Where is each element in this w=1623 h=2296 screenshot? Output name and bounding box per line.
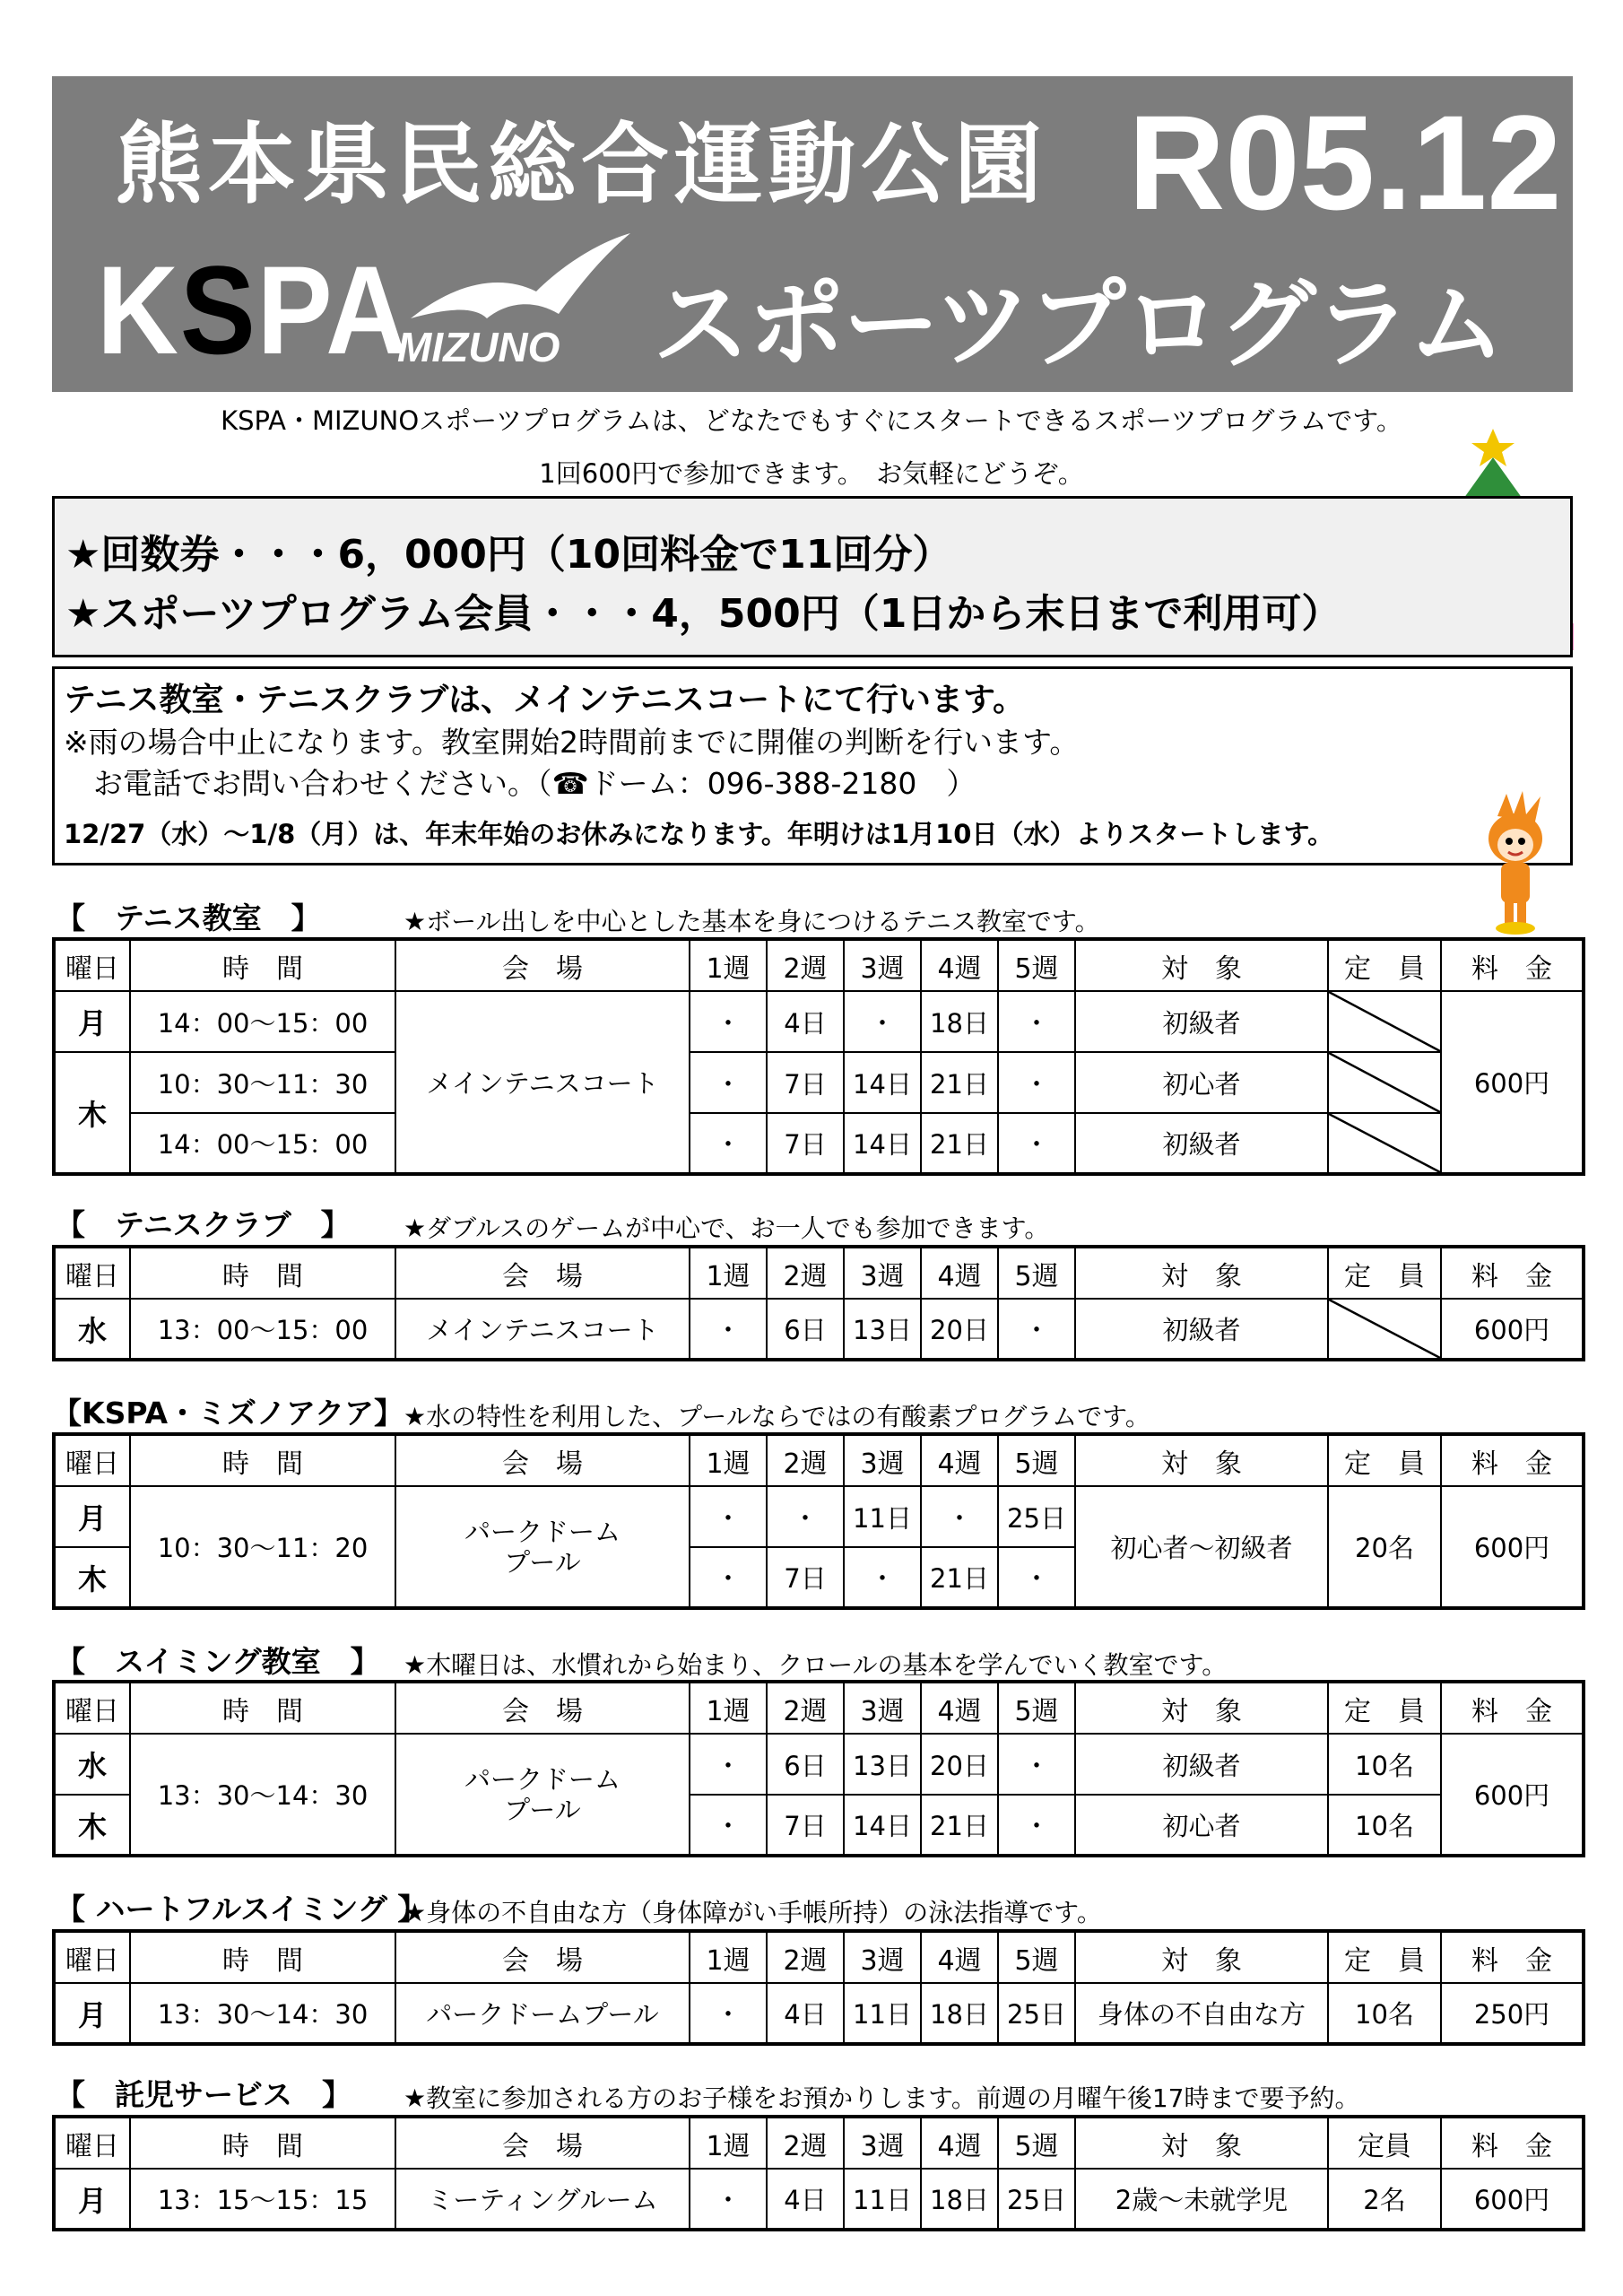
fee-cell: 600円 (1441, 1734, 1584, 1856)
week3-cell: 11日 (844, 2169, 921, 2230)
week2-cell: 7日 (767, 1113, 844, 1174)
week4-cell: 18日 (921, 991, 998, 1052)
header-fee: 料 金 (1441, 1931, 1584, 1983)
header-week1: 1週 (690, 1682, 767, 1734)
childcare-title: 【 託児サービス 】 (56, 2077, 352, 2112)
table-row (54, 1983, 1584, 2044)
header-week4: 4週 (921, 1682, 998, 1734)
park-title: 熊本県民総合運動公園 (115, 114, 1048, 216)
week5-cell: 25日 (998, 1486, 1075, 1547)
header-week3: 3週 (844, 2117, 921, 2169)
header-week3: 3週 (844, 1682, 921, 1734)
header-day: 曜日 (54, 2117, 130, 2169)
week1-cell: ・ (690, 1795, 767, 1856)
header-venue: 会 場 (395, 2117, 690, 2169)
time-cell: 14：00～15：00 (130, 991, 395, 1052)
week3-cell: ・ (844, 991, 921, 1052)
week4-cell: 18日 (921, 1983, 998, 2044)
day-cell: 木 (54, 1052, 130, 1174)
week4-cell: 21日 (921, 1547, 998, 1608)
mascot-character-icon (1471, 789, 1560, 937)
header-time: 時 間 (130, 1434, 395, 1486)
tennis-lesson-desc: ★ボール出しを中心とした基本を身につけるテニス教室です。 (404, 907, 1100, 936)
week1-cell: ・ (690, 1547, 767, 1608)
header-venue: 会 場 (395, 939, 690, 991)
header-day: 曜日 (54, 939, 130, 991)
header-venue: 会 場 (395, 1931, 690, 1983)
target-cell: 初級者 (1075, 1734, 1328, 1795)
week5-cell: ・ (998, 991, 1075, 1052)
target-cell: 初級者 (1075, 1299, 1328, 1360)
day-cell: 木 (54, 1547, 130, 1608)
header-week5: 5週 (998, 939, 1075, 991)
swim-lesson-title: 【 スイミング教室 】 (56, 1644, 380, 1679)
week4-cell: 21日 (921, 1052, 998, 1113)
header-week1: 1週 (690, 939, 767, 991)
header-week2: 2週 (767, 1931, 844, 1983)
capacity-cell: 20名 (1328, 1486, 1441, 1608)
day-cell: 月 (54, 2169, 130, 2230)
aqua-desc: ★水の特性を利用した、プールならではの有酸素プログラムです。 (404, 1402, 1150, 1431)
header-time: 時 間 (130, 1682, 395, 1734)
aqua-title: 【KSPA・ミズノアクア】 (52, 1396, 404, 1431)
header-week2: 2週 (767, 939, 844, 991)
table-row (54, 1052, 1584, 1113)
header-week5: 5週 (998, 2117, 1075, 2169)
header-week1: 1週 (690, 1247, 767, 1299)
week5-cell: ・ (998, 1547, 1075, 1608)
header-week4: 4週 (921, 939, 998, 991)
header-week2: 2週 (767, 1434, 844, 1486)
week4-cell: 20日 (921, 1734, 998, 1795)
week4-cell: ・ (921, 1486, 998, 1547)
week1-cell: ・ (690, 1983, 767, 2044)
price-box (52, 496, 1573, 657)
childcare-table (52, 2115, 1585, 2231)
week3-cell: 11日 (844, 1983, 921, 2044)
capacity-none-slash (1328, 991, 1441, 1052)
week2-cell: 4日 (767, 2169, 844, 2230)
fee-cell: 600円 (1441, 1486, 1584, 1608)
fee-cell: 250円 (1441, 1983, 1584, 2044)
header-week4: 4週 (921, 1247, 998, 1299)
header-week5: 5週 (998, 1247, 1075, 1299)
venue-cell: パークドーム プール (395, 1734, 690, 1856)
week1-cell: ・ (690, 1734, 767, 1795)
header-time: 時 間 (130, 1931, 395, 1983)
fee-cell: 600円 (1441, 1299, 1584, 1360)
target-cell: 初級者 (1075, 991, 1328, 1052)
target-cell: 2歳～未就学児 (1075, 2169, 1328, 2230)
week3-cell: 14日 (844, 1795, 921, 1856)
venue-cell: メインテニスコート (395, 1299, 690, 1360)
week5-cell: ・ (998, 1113, 1075, 1174)
day-cell: 木 (54, 1795, 130, 1856)
week5-cell: ・ (998, 1052, 1075, 1113)
week2-cell: 7日 (767, 1795, 844, 1856)
time-cell: 13：30～14：30 (130, 1983, 395, 2044)
table-row (54, 1734, 1584, 1795)
week5-cell: ・ (998, 1734, 1075, 1795)
week4-cell: 20日 (921, 1299, 998, 1360)
table-row (54, 1299, 1584, 1360)
week4-cell: 18日 (921, 2169, 998, 2230)
week1-cell: ・ (690, 1052, 767, 1113)
week4-cell: 21日 (921, 1113, 998, 1174)
week3-cell: 11日 (844, 1486, 921, 1547)
header-week1: 1週 (690, 1434, 767, 1486)
header-fee: 料 金 (1441, 2117, 1584, 2169)
week1-cell: ・ (690, 2169, 767, 2230)
header-week3: 3週 (844, 939, 921, 991)
table-row (54, 991, 1584, 1052)
header-week3: 3週 (844, 1931, 921, 1983)
week2-cell: ・ (767, 1486, 844, 1547)
capacity-cell: 10名 (1328, 1795, 1441, 1856)
header-target: 対 象 (1075, 1247, 1328, 1299)
header-week4: 4週 (921, 1434, 998, 1486)
intro-line-1: KSPA・MIZUNOスポーツプログラムは、どなたでもすぐにスタートできるスポーツプログラムです。 (221, 405, 1402, 436)
header-target: 対 象 (1075, 2117, 1328, 2169)
program-title: スポーツプログラム (653, 269, 1504, 381)
time-cell: 10：30～11：30 (130, 1052, 395, 1113)
target-cell: 初心者 (1075, 1052, 1328, 1113)
mizuno-wordmark: MIZUNO (397, 324, 560, 370)
table-row (54, 2169, 1584, 2230)
week3-cell: 14日 (844, 1113, 921, 1174)
week3-cell: 13日 (844, 1734, 921, 1795)
week1-cell: ・ (690, 991, 767, 1052)
header-week5: 5週 (998, 1682, 1075, 1734)
header-time: 時 間 (130, 1247, 395, 1299)
header-week5: 5週 (998, 1931, 1075, 1983)
venue-cell: パークドーム プール (395, 1486, 690, 1608)
header-time: 時 間 (130, 939, 395, 991)
day-cell: 月 (54, 1983, 130, 2044)
intro-line-2: 1回600円で参加できます。 お気軽にどうぞ。 (539, 458, 1084, 489)
tennis-club-title: 【 テニスクラブ 】 (56, 1207, 351, 1242)
week5-cell: 25日 (998, 1983, 1075, 2044)
day-cell: 月 (54, 991, 130, 1052)
fee-cell: 600円 (1441, 991, 1584, 1174)
day-cell: 水 (54, 1734, 130, 1795)
header-week3: 3週 (844, 1247, 921, 1299)
header-day: 曜日 (54, 1682, 130, 1734)
tennis-venue-note: テニス教室・テニスクラブは、メインテニスコートにて行います。 (64, 682, 1026, 718)
capacity-none-slash (1328, 1113, 1441, 1174)
header-capacity: 定員 (1328, 2117, 1441, 2169)
header-time: 時 間 (130, 2117, 395, 2169)
fee-cell: 600円 (1441, 2169, 1584, 2230)
header-fee: 料 金 (1441, 939, 1584, 991)
week4-cell: 21日 (921, 1795, 998, 1856)
target-cell: 身体の不自由な方 (1075, 1983, 1328, 2044)
header-capacity: 定 員 (1328, 1434, 1441, 1486)
capacity-cell: 10名 (1328, 1734, 1441, 1795)
header-capacity: 定 員 (1328, 1682, 1441, 1734)
header-week5: 5週 (998, 1434, 1075, 1486)
week2-cell: 7日 (767, 1547, 844, 1608)
week1-cell: ・ (690, 1113, 767, 1174)
table-row (54, 1486, 1584, 1547)
week3-cell: 13日 (844, 1299, 921, 1360)
childcare-desc: ★教室に参加される方のお子様をお預かりします。前週の月曜午後17時まで要予約。 (404, 2083, 1360, 2113)
time-cell: 13：30～14：30 (130, 1734, 395, 1856)
capacity-cell: 10名 (1328, 1983, 1441, 2044)
time-cell: 13：00～15：00 (130, 1299, 395, 1360)
issue-date: R05.12 (1128, 87, 1562, 238)
header-target: 対 象 (1075, 1682, 1328, 1734)
week2-cell: 4日 (767, 991, 844, 1052)
time-cell: 14：00～15：00 (130, 1113, 395, 1174)
heartful-swim-desc: ★身体の不自由な方（身体障がい手帳所持）の泳法指導です。 (404, 1898, 1102, 1927)
time-cell: 13：15～15：15 (130, 2169, 395, 2230)
swim-lesson-table (52, 1680, 1585, 1857)
rain-note: ※雨の場合中止になります。教室開始2時間前までに開催の判断を行います。 (64, 725, 1080, 760)
header-capacity: 定 員 (1328, 939, 1441, 991)
target-cell: 初級者 (1075, 1113, 1328, 1174)
day-cell: 月 (54, 1486, 130, 1547)
tennis-lesson-table (52, 937, 1585, 1176)
header-week1: 1週 (690, 1931, 767, 1983)
phone-note: お電話でお問い合わせください。（☎ドーム：096-388-2180 ） (64, 766, 976, 801)
tennis-club-table (52, 1245, 1585, 1361)
holiday-note: 12/27（水）～1/8（月）は、年末年始のお休みになります。年明けは1月10日（水）よりスタートします。 (64, 819, 1334, 849)
swim-lesson-desc: ★木曜日は、水慣れから始まり、クロールの基本を学んでいく教室です。 (404, 1650, 1228, 1680)
header-week2: 2週 (767, 1682, 844, 1734)
header-fee: 料 金 (1441, 1247, 1584, 1299)
week2-cell: 4日 (767, 1983, 844, 2044)
capacity-none-slash (1328, 1299, 1441, 1360)
kspa-logo: KSPA (97, 239, 409, 380)
header-capacity: 定 員 (1328, 1247, 1441, 1299)
notice-box (52, 666, 1573, 865)
capacity-none-slash (1328, 1052, 1441, 1113)
week3-cell: 14日 (844, 1052, 921, 1113)
target-cell: 初心者 (1075, 1795, 1328, 1856)
header-week3: 3週 (844, 1434, 921, 1486)
venue-cell: ミーティングルーム (395, 2169, 690, 2230)
table-row (54, 1113, 1584, 1174)
header-week2: 2週 (767, 2117, 844, 2169)
week5-cell: 25日 (998, 2169, 1075, 2230)
coupon-price: ★回数券・・・6，000円（10回料金で11回分） (65, 532, 952, 578)
capacity-cell: 2名 (1328, 2169, 1441, 2230)
tennis-lesson-title: 【 テニス教室 】 (56, 900, 321, 935)
header-week2: 2週 (767, 1247, 844, 1299)
header-week1: 1週 (690, 2117, 767, 2169)
tennis-club-desc: ★ダブルスのゲームが中心で、お一人でも参加できます。 (404, 1213, 1050, 1243)
member-price: ★スポーツプログラム会員・・・4，500円（1日から末日まで利用可） (65, 591, 1341, 637)
header-fee: 料 金 (1441, 1682, 1584, 1734)
heartful-swim-title: 【 ハートフルスイミング 】 (56, 1892, 428, 1926)
header-target: 対 象 (1075, 1434, 1328, 1486)
header-fee: 料 金 (1441, 1434, 1584, 1486)
header-day: 曜日 (54, 1434, 130, 1486)
header-venue: 会 場 (395, 1682, 690, 1734)
header-day: 曜日 (54, 1931, 130, 1983)
header-banner (52, 76, 1573, 392)
day-cell: 水 (54, 1299, 130, 1360)
header-venue: 会 場 (395, 1247, 690, 1299)
mizuno-runbird-logo (402, 229, 635, 336)
week2-cell: 6日 (767, 1734, 844, 1795)
week5-cell: ・ (998, 1795, 1075, 1856)
aqua-table (52, 1432, 1585, 1610)
week1-cell: ・ (690, 1486, 767, 1547)
header-week4: 4週 (921, 1931, 998, 1983)
time-cell: 10：30～11：20 (130, 1486, 395, 1608)
week2-cell: 7日 (767, 1052, 844, 1113)
week5-cell: ・ (998, 1299, 1075, 1360)
header-week4: 4週 (921, 2117, 998, 2169)
header-target: 対 象 (1075, 939, 1328, 991)
week2-cell: 6日 (767, 1299, 844, 1360)
week3-cell: ・ (844, 1547, 921, 1608)
header-day: 曜日 (54, 1247, 130, 1299)
heartful-swim-table (52, 1929, 1585, 2046)
target-cell: 初心者～初級者 (1075, 1486, 1328, 1608)
venue-cell: メインテニスコート (395, 991, 690, 1174)
week1-cell: ・ (690, 1299, 767, 1360)
header-target: 対 象 (1075, 1931, 1328, 1983)
header-venue: 会 場 (395, 1434, 690, 1486)
venue-cell: パークドームプール (395, 1983, 690, 2044)
header-capacity: 定 員 (1328, 1931, 1441, 1983)
